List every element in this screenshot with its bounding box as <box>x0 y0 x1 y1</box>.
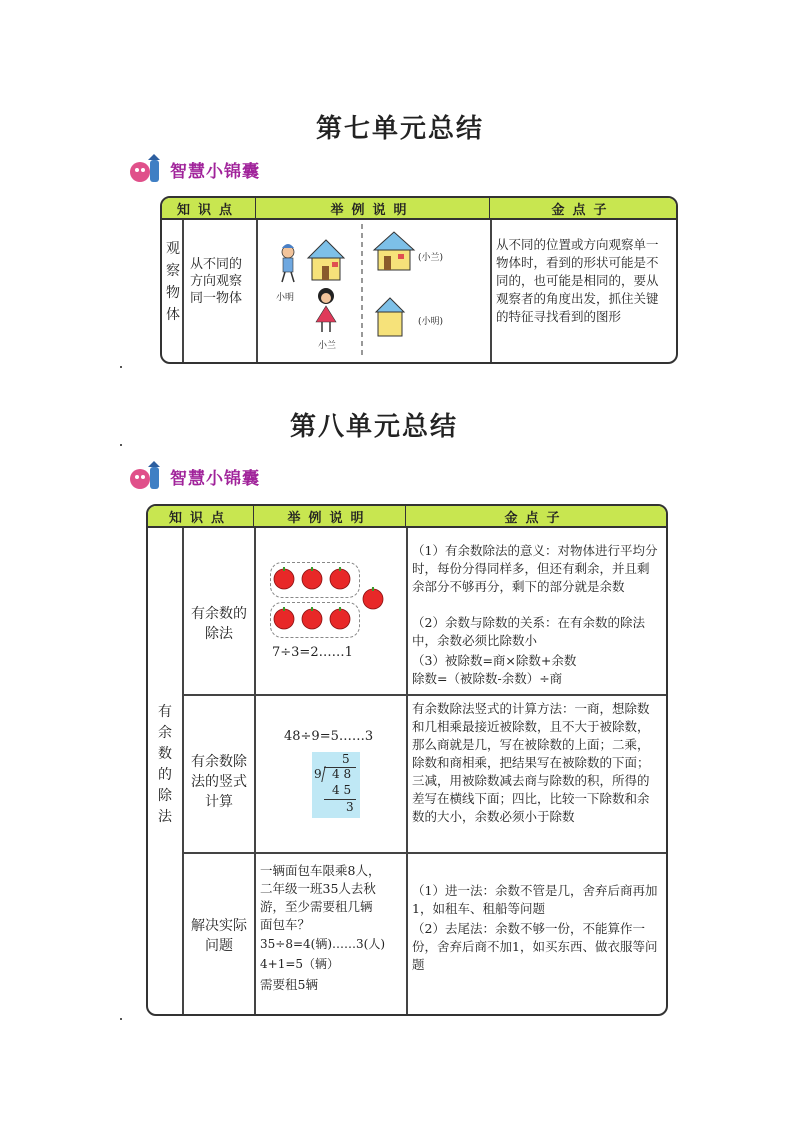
row1-tip-4: 除数=（被除数-余数）÷商 <box>412 671 563 686</box>
label-view-xiaoming: (小明) <box>418 317 444 327</box>
division-divisor: 9 <box>314 767 322 781</box>
table-header <box>148 506 666 528</box>
row3-tip-2: （2）去尾法：余数不够一份，不能算作一份，舍弃后商不加1，如买东西、做衣服等问题 <box>412 921 658 972</box>
boy-figure <box>282 244 294 282</box>
division-dividend: 4 8 <box>332 767 352 781</box>
row2-knowledge: 有余数除法的竖式计算 <box>191 754 247 810</box>
row1-equation: 7÷3=2……1 <box>272 645 353 660</box>
row1-tip-2: （2）余数与除数的关系：在有余数的除法中，余数必须比除数小 <box>412 615 645 648</box>
header-knowledge: 知识点 <box>162 198 256 218</box>
label-xiaoming: 小明 <box>276 293 295 303</box>
unit7-title: 第七单元总结 <box>315 114 484 144</box>
badge-label: 智慧小锦囊 <box>170 468 260 489</box>
row3-knowledge: 解决实际问题 <box>191 918 247 954</box>
girl-figure <box>316 288 336 332</box>
row3-example-4: 面包车？ <box>260 917 311 932</box>
header-example: 举例说明 <box>256 198 490 218</box>
row2-equation: 48÷9=5……3 <box>284 729 374 744</box>
label-view-xiaolan: (小兰) <box>418 253 444 263</box>
topic-label: 有余数的除法 <box>158 704 172 825</box>
table-header <box>162 198 676 220</box>
row3-example-5: 35÷8=4(辆)……3(人) <box>260 937 386 951</box>
topic-label: 观察物体 <box>166 241 180 323</box>
row3-example-2: 二年级一班35人去秋 <box>260 881 376 896</box>
row1-tip-1: （1）有余数除法的意义：对物体进行平均分时，每份分得同样多，但还有剩余，并且剩余部分不够再分，剩下的部分就是余数 <box>412 543 658 594</box>
row3-tip-1: （1）进一法：余数不管是几，舍弃后商再加1，如租车、租船等问题 <box>412 883 658 916</box>
header-tip: 金点子 <box>551 202 615 218</box>
row1-knowledge: 有余数的除法 <box>191 606 247 642</box>
unit7-table <box>160 196 678 364</box>
row3-example-3: 游，至少需要租几辆 <box>260 899 373 914</box>
apples-illustration <box>270 562 390 638</box>
unit8-table <box>146 504 668 1016</box>
division-quotient: 5 <box>342 752 350 766</box>
mascot-icon <box>128 459 164 493</box>
row2-tip: 有余数除法竖式的计算方法：一商，想除数和几相乘最接近被除数，且不大于被除数，那么商就是几，写在被除数的上面；二乘，除数和商相乘，把结果写在被除数的下面；三减，用被除数减去商与除数的积，所得的差写在横线下面；四比，比较一下除数和余数的大小，余数必须小于除数 <box>412 701 650 824</box>
row3-example-6: 4+1=5（辆） <box>260 957 340 971</box>
header-knowledge: 知识点 <box>148 506 254 526</box>
tip-text: 从不同的位置或方向观察单一物体时，看到的形状可能是不同的，也可能是相同的，要从观察者的角度出发，抓住关键的特征寻找看到的图形 <box>496 237 659 324</box>
division-remainder: 3 <box>346 800 354 814</box>
unit7-badge <box>128 152 260 186</box>
division-product: 4 5 <box>332 783 352 797</box>
header-example: 举例说明 <box>254 506 406 526</box>
unit8-title: 第八单元总结 <box>289 412 458 442</box>
house-xiaolan-view <box>374 232 414 270</box>
long-division <box>312 752 360 818</box>
row3-example-1: 一辆面包车限乘8人， <box>260 863 381 878</box>
header-tip: 金点子 <box>504 510 568 526</box>
label-xiaolan: 小兰 <box>318 341 337 351</box>
knowledge-text: 从不同的方向观察同一物体 <box>190 257 243 306</box>
unit8-badge <box>128 459 260 493</box>
house-xiaoming-view <box>376 298 404 336</box>
badge-label: 智慧小锦囊 <box>170 161 260 182</box>
mascot-icon <box>128 152 164 186</box>
row3-example-7: 需要租5辆 <box>260 977 318 992</box>
row1-tip-3: （3）被除数=商×除数+余数 <box>412 653 577 668</box>
house-front <box>308 240 344 280</box>
